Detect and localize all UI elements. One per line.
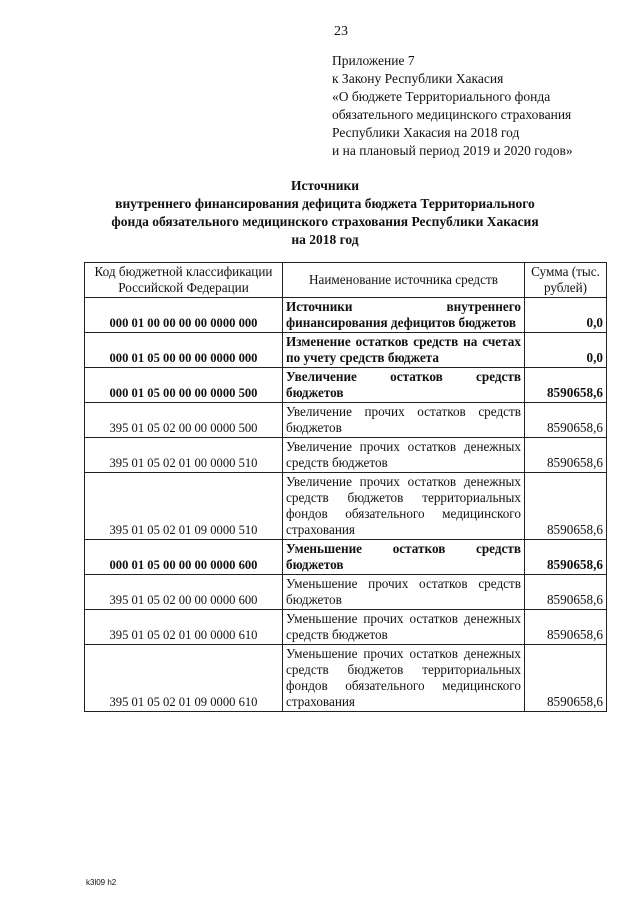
appendix-line: к Закону Республики Хакасия [332,71,504,86]
row-code: 000 01 05 00 00 00 0000 600 [85,540,283,575]
row-sum: 8590658,6 [525,438,607,473]
table-row [85,645,607,712]
appendix-note [332,52,632,160]
row-name: Источники внутреннего финансирования дефицитов бюджетов [283,298,525,333]
title-line: на 2018 год [291,232,359,247]
row-code: 000 01 05 00 00 00 0000 500 [85,368,283,403]
table-body [85,298,607,712]
row-code: 000 01 05 00 00 00 0000 000 [85,333,283,368]
row-name: Уменьшение прочих остатков средств бюджетов [283,575,525,610]
document-title [60,177,590,249]
table-row [85,540,607,575]
row-sum: 8590658,6 [525,575,607,610]
table-row [85,368,607,403]
appendix-line: Приложение 7 [332,53,415,68]
title-line: фонда обязательного медицинского страхования Республики Хакасия [111,214,539,229]
page-number: 23 [334,24,348,39]
row-sum: 8590658,6 [525,540,607,575]
row-code: 395 01 05 02 01 00 0000 510 [85,438,283,473]
row-sum: 8590658,6 [525,368,607,403]
row-code: 395 01 05 02 00 00 0000 500 [85,403,283,438]
title-line: Источники [290,178,360,193]
row-sum: 8590658,6 [525,473,607,540]
sources-table [84,262,607,712]
row-name: Уменьшение остатков средств бюджетов [283,540,525,575]
row-code: 000 01 00 00 00 00 0000 000 [85,298,283,333]
table-header-row [85,263,607,298]
appendix-line: «О бюджете Территориального фонда [332,89,551,104]
row-name: Увеличение остатков средств бюджетов [283,368,525,403]
row-name: Увеличение прочих остатков денежных средств бюджетов территориальных фондов обязательного медицинского страхования [283,473,525,540]
row-code: 395 01 05 02 01 00 0000 610 [85,610,283,645]
table-row [85,575,607,610]
appendix-line: обязательного медицинского страхования [332,107,572,122]
row-sum: 8590658,6 [525,645,607,712]
row-code: 395 01 05 02 00 00 0000 600 [85,575,283,610]
table-row [85,333,607,368]
row-sum: 8590658,6 [525,610,607,645]
table-row [85,473,607,540]
header-name: Наименование источника средств [283,263,525,298]
row-sum: 0,0 [525,298,607,333]
row-name: Увеличение прочих остатков средств бюджетов [283,403,525,438]
row-code: 395 01 05 02 01 09 0000 610 [85,645,283,712]
row-sum: 0,0 [525,333,607,368]
table-row [85,610,607,645]
title-line: внутреннего финансирования дефицита бюджета Территориального [115,196,535,211]
row-name: Уменьшение прочих остатков денежных средств бюджетов [283,610,525,645]
table-row [85,438,607,473]
row-code: 395 01 05 02 01 09 0000 510 [85,473,283,540]
footer-code: k3l09 h2 [86,878,117,887]
header-code: Код бюджетной классификации Российской Федерации [85,263,283,298]
header-sum: Сумма (тыс. рублей) [525,263,607,298]
table-row [85,403,607,438]
table-row [85,298,607,333]
row-name: Уменьшение прочих остатков денежных средств бюджетов территориальных фондов обязательного медицинского страхования [283,645,525,712]
row-name: Увеличение прочих остатков денежных средств бюджетов [283,438,525,473]
row-name: Изменение остатков средств на счетах по учету средств бюджета [283,333,525,368]
appendix-line: Республики Хакасия на 2018 год [332,125,520,140]
row-sum: 8590658,6 [525,403,607,438]
appendix-line: и на плановый период 2019 и 2020 годов» [332,143,573,158]
